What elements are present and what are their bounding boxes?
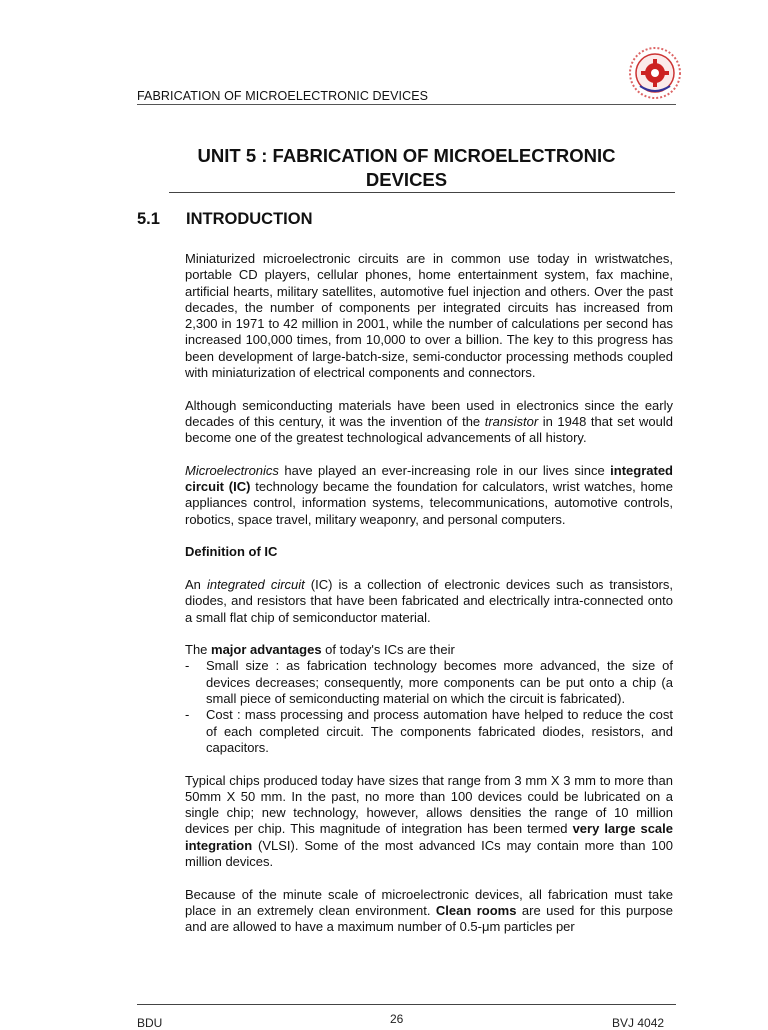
unit-title-line1: UNIT 5 : FABRICATION OF MICROELECTRONIC — [197, 145, 616, 166]
body-content — [185, 251, 673, 952]
text-span: Typical chips produced today have sizes that range from 3 mm X 3 mm to more than 50mm X 50 mm. In the past, no more than 100 devices could be lubricated on a single chip; new technology, however, allows densities the range of 10 million devices per chip. This magnitude of integration has been termed — [185, 772, 673, 837]
bullet-dash: - — [185, 707, 190, 723]
unit-title — [137, 144, 676, 192]
bold-clean-rooms: Clean rooms — [435, 902, 517, 918]
title-rule — [169, 192, 675, 193]
emphasis-microelectronics: Microelectronics — [185, 462, 279, 478]
bullet-dash: - — [185, 658, 190, 674]
paragraph-6 — [185, 773, 673, 871]
section-number: 5.1 — [137, 210, 160, 228]
paragraph-3 — [185, 463, 673, 528]
header-rule — [137, 104, 676, 105]
list-item — [185, 707, 673, 756]
text-span: The — [185, 642, 212, 658]
text-span: (VLSI). Some of the most advanced ICs may contain more than 100 million devices. — [185, 837, 673, 869]
text-span: of today's ICs are their — [321, 642, 455, 658]
paragraph-2 — [185, 398, 673, 447]
footer-right: BVJ 4042 — [612, 1016, 665, 1030]
section-title: INTRODUCTION — [186, 210, 313, 228]
unit-title-line2: DEVICES — [365, 169, 448, 190]
paragraph-4 — [185, 577, 673, 626]
bold-major-advantages: major advantages — [211, 642, 322, 658]
footer-left: BDU — [137, 1016, 163, 1030]
emphasis-transistor: transistor — [484, 413, 539, 429]
running-header: FABRICATION OF MICROELECTRONIC DEVICES — [137, 89, 429, 103]
page-number: 26 — [390, 1012, 404, 1026]
paragraph-1: Miniaturized microelectronic circuits are in common use today in wristwatches, portable CD players, cellular phones, home entertainment system, fax machine, artificial hearts, military satellites, automotive fuel injection and others. Over the past decades, the number of components per integrated circuits has increased from 2,300 in 1971 to 42 million in 2001, while the number of calculations per second has increased 100,000 times, from 10,000 to over a billion. The key to this progress has been development of large-batch-size, semi-conductor processing methods coupled with miniaturization of electrical components and connectors. — [185, 251, 673, 381]
paragraph-7 — [185, 887, 673, 936]
bold-ic: integrated circuit (IC) — [185, 462, 673, 495]
text-span: in 1948 that set would become one of the greatest technological advancements of all history. — [185, 413, 674, 446]
text-span: technology became the foundation for calculators, wrist watches, home appliances control, information systems, telecommunications, automotive controls, robotics, space travel, military weaponry, and personal computers. — [185, 479, 673, 527]
text-span: have played an ever-increasing role in our lives since — [278, 462, 611, 478]
footer-rule — [137, 1004, 676, 1005]
university-logo — [628, 46, 682, 100]
text-span: are used for this purpose and are allowed to have a maximum number of 0.5-μm particles per — [185, 902, 674, 935]
text-span: An — [185, 576, 207, 592]
text-span: Although semiconducting materials have been used in electronics since the early decades of this century, it was the invention of the — [185, 397, 673, 429]
advantages-list — [185, 658, 673, 756]
bold-vlsi: very large scale integration — [185, 821, 673, 853]
list-item-text: Cost : mass processing and process automation have helped to reduce the cost of each completed circuit. The components fabricated diodes, resistors, and capacitors. — [206, 707, 673, 755]
text-span: (IC) is a collection of electronic devices such as transistors, diodes, and resistors that have been fabricated and electrically intra-connected onto a small flat chip of semiconductor material. — [185, 576, 673, 625]
definition-heading: Definition of IC — [185, 544, 278, 560]
paragraph-5 — [185, 642, 673, 658]
list-item-text: Small size : as fabrication technology becomes more advanced, the size of devices decreases; consequently, more components can be put onto a chip (a small piece of semiconducting material on which the circuit is fabricated). — [206, 658, 673, 707]
list-item — [185, 658, 673, 707]
emphasis-integrated-circuit: integrated circuit — [206, 576, 305, 592]
text-span: Because of the minute scale of microelectronic devices, all fabrication must take place in an extremely clean environment. — [185, 886, 673, 918]
